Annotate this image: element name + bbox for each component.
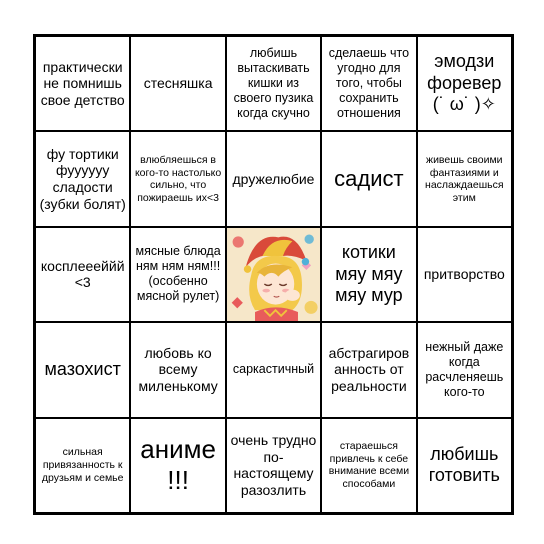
bingo-cell-3[interactable]: любишь вытаскивать кишки из своего пузика когда скучно [226,36,321,131]
bingo-cell-21[interactable]: сильная привязанность к друзьям и семье [35,418,130,513]
bingo-cell-9[interactable]: садист [321,131,416,226]
bingo-cell-8[interactable]: дружелюбие [226,131,321,226]
bingo-cell-11[interactable]: косплеееййй <3 [35,227,130,322]
bingo-cell-20[interactable]: нежный даже когда расчленяешь кого-то [417,322,512,417]
bingo-cell-14[interactable]: котики мяу мяу мяу мур [321,227,416,322]
bingo-cell-5[interactable]: эмодзи форевер (˙ ω˙ )✧ [417,36,512,131]
bingo-cell-1[interactable]: практически не помнишь свое детство [35,36,130,131]
bingo-cell-23[interactable]: очень трудно по-настоящему разозлить [226,418,321,513]
bingo-cell-25[interactable]: любишь готовить [417,418,512,513]
bingo-cell-12[interactable]: мясные блюда ням ням ням!!! (особенно мясной рулет) [130,227,225,322]
bingo-cell-2[interactable]: стесняшка [130,36,225,131]
anime-character-portrait-icon [227,228,320,321]
bingo-cell-7[interactable]: влюбляешься в кого-то настолько сильно, что пожираешь их<3 [130,131,225,226]
bingo-cell-17[interactable]: любовь ко всему миленькому [130,322,225,417]
bingo-cell-15[interactable]: притворство [417,227,512,322]
bingo-board [33,34,514,515]
bingo-cell-6[interactable]: фу тортики фуууууу сладости (зубки болят) [35,131,130,226]
bingo-cell-19[interactable]: абстрагированность от реальности [321,322,416,417]
bingo-cell-18[interactable]: саркастичный [226,322,321,417]
free-space-image[interactable] [226,227,321,322]
bingo-cell-24[interactable]: стараешься привлечь к себе внимание всеми способами [321,418,416,513]
bingo-cell-10[interactable]: живешь своими фантазиями и наслаждаешься этим [417,131,512,226]
bingo-cell-16[interactable]: мазохист [35,322,130,417]
bingo-cell-22[interactable]: аниме !!! [130,418,225,513]
bingo-cell-4[interactable]: сделаешь что угодно для того, чтобы сохранить отношения [321,36,416,131]
